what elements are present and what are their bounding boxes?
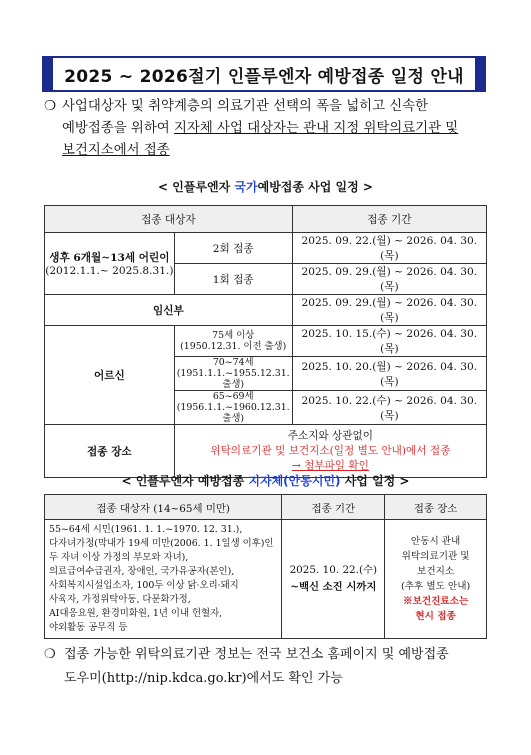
- intro-bullet: ❍: [44, 99, 57, 114]
- t1-age75-date: 2025. 10. 15.(수) ~ 2026. 04. 30.(목): [292, 326, 486, 357]
- t2-target-cell: [45, 520, 282, 639]
- t2-target-line: 55~64세 시민(1961. 1. 1.~1970. 12. 31.),: [49, 524, 243, 535]
- t1-child-dose2: 2회 접종: [174, 233, 292, 264]
- t1-age70: 70~74세: [212, 357, 254, 368]
- title-banner: [42, 56, 486, 92]
- t2-target-line: 야외활동 공무직 등: [49, 622, 128, 633]
- t2-place-line: 위탁의료기관 및: [401, 551, 470, 562]
- t2-place-red2: 현시 접종: [415, 611, 456, 622]
- footer-bullet: ❍: [44, 647, 56, 662]
- t2-place-line: (추후 별도 안내): [401, 581, 471, 592]
- t1-child-cell: [45, 233, 175, 295]
- t2-period-cell: [282, 520, 385, 639]
- local-schedule-table: [44, 494, 487, 639]
- intro-line2b: 지자체 사업 대상자는 관내 지정 위탁의료기관 및: [174, 121, 459, 136]
- t1-pregnant-date: 2025. 09. 29.(월) ~ 2026. 04. 30.(목): [292, 295, 486, 326]
- title-right-bar: [475, 58, 484, 90]
- section2-suffix: 사업 일정 >: [340, 474, 410, 488]
- t2-target-line: 사육자, 가정위탁아동, 다문화가정,: [49, 594, 191, 605]
- t2-header-place: 접종 장소: [385, 495, 487, 520]
- t2-target-line: 의료급여수급권자, 장애인, 국가유공자(본인),: [49, 566, 235, 577]
- t2-place-line: 안동시 관내: [410, 536, 461, 547]
- footer-note: [44, 643, 494, 691]
- t1-place-cell: [174, 425, 486, 478]
- page-title: 2025 ~ 2026절기 인플루엔자 예방접종 일정 안내: [64, 66, 464, 87]
- t1-age65-date: 2025. 10. 22.(수) ~ 2026. 04. 30.(목): [292, 391, 486, 425]
- t2-header-period: 접종 기간: [282, 495, 385, 520]
- t2-place-red1: ※보건진료소는: [403, 596, 469, 607]
- intro-line3: 보건지소에서 접종: [62, 143, 170, 158]
- t2-target-line: 사회복지시설입소자, 100두 이상 닭·오리·돼지: [49, 580, 239, 591]
- section1-highlight: 국가: [234, 180, 258, 194]
- section2-highlight: 지자체(안동시민): [248, 474, 341, 488]
- intro-paragraph: [44, 96, 494, 162]
- t1-child-dose1: 1회 접종: [174, 264, 292, 295]
- t1-place-label: 접종 장소: [45, 425, 175, 478]
- t1-elderly: 어르신: [45, 326, 175, 425]
- t2-place-cell: [385, 520, 487, 639]
- t1-place-line2: 위탁의료기관 및 보건지소(일정 별도 안내)에서 접종: [210, 444, 451, 457]
- t2-target-line: 다자녀가정(막내가 19세 미만(2006. 1. 1일생 이후)인: [49, 538, 274, 549]
- footer-line1: 접종 가능한 위탁의료기관 정보는 전국 보건소 홈페이지 및 예방접종: [64, 647, 449, 662]
- t1-header-period: 접종 기간: [292, 206, 486, 233]
- t2-period-line1: 2025. 10. 22.(수): [289, 564, 378, 576]
- t1-age75-range: (1950.12.31. 이전 출생): [180, 341, 287, 352]
- t1-age70-cell: [174, 357, 292, 391]
- footer-line2: 도우미(http://nip.kdca.go.kr)에서도 확인 가능: [64, 671, 343, 686]
- t1-place-line1: 주소지와 상관없이: [287, 429, 373, 442]
- t1-age65-range: (1956.1.1.~1960.12.31.출생): [176, 402, 290, 424]
- section1-prefix: < 인플루엔자: [158, 180, 235, 194]
- t2-target-line: 두 자녀 이상 가정의 부모와 자녀),: [49, 552, 189, 563]
- title-left-bar: [44, 58, 53, 90]
- national-schedule-table: [44, 205, 487, 478]
- t1-age70-date: 2025. 10. 20.(월) ~ 2026. 04. 30.(목): [292, 357, 486, 391]
- t1-age75: 75세 이상: [212, 330, 255, 341]
- t1-age65: 65~69세: [212, 391, 254, 402]
- section2-title: [0, 472, 531, 489]
- t2-header-target: 접종 대상자 (14~65세 미만): [45, 495, 282, 520]
- t2-target-line: AI대응요원, 환경미화원, 1년 이내 헌혈자,: [49, 608, 223, 619]
- t1-header-target: 접종 대상자: [45, 206, 293, 233]
- section1-title: [0, 178, 531, 195]
- section1-suffix: 예방접종 사업 일정 >: [257, 180, 373, 194]
- t1-child-dose1-date: 2025. 09. 29.(월) ~ 2026. 04. 30.(목): [292, 264, 486, 295]
- intro-line1: 사업대상자 및 취약계층의 의료기관 선택의 폭을 넓히고 신속한: [62, 99, 429, 114]
- t1-place-line3: → 첨부파일 확인: [291, 459, 369, 472]
- t1-child-label: 생후 6개월~13세 어린이: [49, 252, 170, 264]
- intro-line2a: 예방접종을 위하여: [62, 121, 174, 136]
- t1-child-range: (2012.1.1.~ 2025.8.31.): [45, 265, 174, 277]
- t2-period-line2: ~백신 소진 시까지: [290, 581, 377, 593]
- t2-place-line: 보건지소: [417, 566, 455, 577]
- t1-pregnant: 임신부: [45, 295, 293, 326]
- t1-age65-cell: [174, 391, 292, 425]
- t1-child-dose2-date: 2025. 09. 22.(월) ~ 2026. 04. 30.(목): [292, 233, 486, 264]
- t1-age70-range: (1951.1.1.~1955.12.31.출생): [176, 368, 290, 390]
- t1-age75-cell: [174, 326, 292, 357]
- section2-prefix: < 인플루엔자 예방접종: [121, 474, 249, 488]
